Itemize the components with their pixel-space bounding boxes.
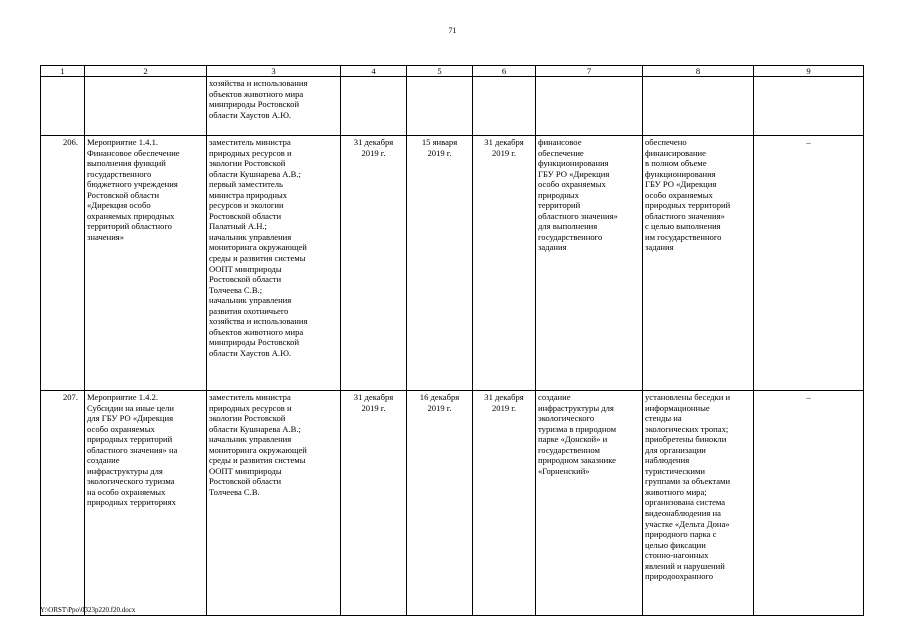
header-col-8: 8 (643, 66, 754, 77)
date-plan-cell: 31 декабря 2019 г. (341, 136, 407, 391)
header-col-6: 6 (473, 66, 536, 77)
page-number: 71 (448, 26, 457, 35)
result-actual-cell: установлены беседки и информационные стенды на экологических тропах; приобретены бинокли для организации наблюдения туристическими группами за объектами животного мира; организована система видеонаблюдения на участке «Дельта Дона» природного парка с целью фиксации стонно-нагонных явлений и нарушений природоохранного (643, 391, 754, 616)
header-col-2: 2 (85, 66, 207, 77)
cell-empty (41, 77, 85, 136)
cell-empty (407, 77, 473, 136)
date-actual-start-cell: 16 декабря 2019 г. (407, 391, 473, 616)
reason-cell: – (754, 136, 864, 391)
plan-table (40, 65, 864, 616)
result-planned-cell: финансовое обеспечение функционирования ГБУ РО «Дирекция особо охраняемых природных территорий областного значения» для выполнения государственного задания (536, 136, 643, 391)
header-col-5: 5 (407, 66, 473, 77)
responsible-cell: хозяйства и использования объектов животного мира минприроды Ростовской области Хаустов А.Ю. (207, 77, 341, 136)
cell-empty (341, 77, 407, 136)
cell-empty (643, 77, 754, 136)
row-number-cell: 206. (41, 136, 85, 391)
cell-empty (754, 77, 864, 136)
cell-empty (473, 77, 536, 136)
date-plan-cell: 31 декабря 2019 г. (341, 391, 407, 616)
document-file-path: Y:\ORST\Ppo\0323p220.f20.docx (40, 606, 136, 614)
header-row (41, 66, 864, 77)
row-number-cell: 207. (41, 391, 85, 616)
event-cell: Мероприятие 1.4.1. Финансовое обеспечение выполнения функций государственного бюджетного учреждения Ростовской области «Дирекция особо охраняемых природных территорий областного значения» (85, 136, 207, 391)
responsible-cell: заместитель министра природных ресурсов и экологии Ростовской области Кушнарева А.В.; первый заместитель министра природных ресурсов и экологии Ростовской области Палатный А.Н.; начальник управления мониторинга окружающей среды и развития системы ООПТ минприроды Ростовской области Толчеева С.В.; начальник управления развития охотничьего хозяйства и использования объектов животного мира минприроды Ростовской области Хаустов А.Ю. (207, 136, 341, 391)
cell-empty (85, 77, 207, 136)
date-actual-start-cell: 15 января 2019 г. (407, 136, 473, 391)
table-row (41, 136, 864, 391)
table-row (41, 391, 864, 616)
header-col-9: 9 (754, 66, 864, 77)
header-col-4: 4 (341, 66, 407, 77)
event-cell: Мероприятие 1.4.2. Субсидии на иные цели для ГБУ РО «Дирекция особо охраняемых природных территорий областного значения» на создание инфраструктуры для экологического туризма на особо охраняемых природных территориях (85, 391, 207, 616)
header-col-7: 7 (536, 66, 643, 77)
table-row-continuation (41, 77, 864, 136)
reason-cell: – (754, 391, 864, 616)
header-col-3: 3 (207, 66, 341, 77)
result-actual-cell: обеспечено финансирование в полном объеме функционирования ГБУ РО «Дирекция особо охраняемых природных территорий областного значения» с целью выполнения им государственного задания (643, 136, 754, 391)
header-col-1: 1 (41, 66, 85, 77)
cell-empty (536, 77, 643, 136)
responsible-cell: заместитель министра природных ресурсов и экологии Ростовской области Кушнарева А.В.; начальник управления мониторинга окружающей среды и развития системы ООПТ минприроды Ростовской области Толчеева С.В. (207, 391, 341, 616)
result-planned-cell: создание инфраструктуры для экологического туризма в природном парке «Донской» и государственном природном заказнике «Горненский» (536, 391, 643, 616)
date-actual-end-cell: 31 декабря 2019 г. (473, 136, 536, 391)
date-actual-end-cell: 31 декабря 2019 г. (473, 391, 536, 616)
